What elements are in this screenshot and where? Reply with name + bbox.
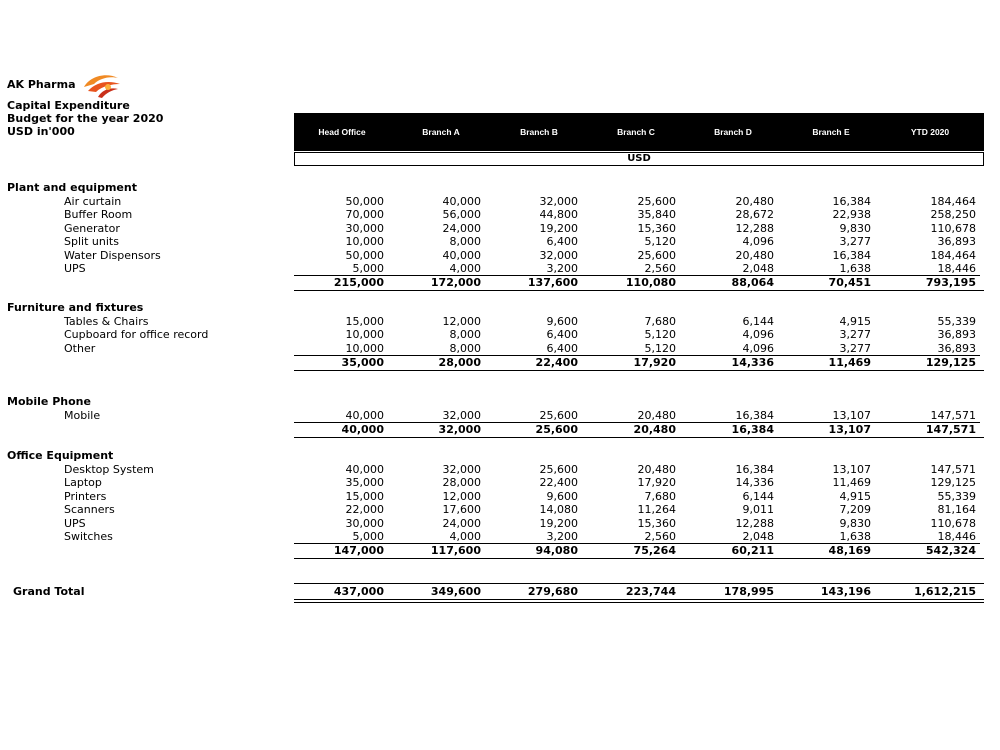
grand-total-value: 279,680 [527,585,578,598]
line-item-value: 30,000 [345,221,384,235]
column-header-bar [294,113,984,151]
line-item-value: 18,446 [937,262,976,275]
section-total-value: 16,384 [731,423,774,436]
line-item-value: 16,384 [832,195,871,208]
column-header-branch-c: Branch C [617,127,655,137]
section-total-value: 94,080 [535,544,578,557]
line-item-value: 5,120 [644,341,676,355]
currency-label: USD [294,152,984,166]
line-item-value: 3,277 [839,341,871,355]
line-item-value: 19,200 [539,516,578,530]
section-total-value: 40,000 [341,423,384,436]
line-item-value: 24,000 [442,221,481,235]
section-total-value: 25,600 [535,423,578,436]
column-header-branch-a: Branch A [422,127,460,137]
line-item-value: 6,144 [742,315,774,328]
line-item-value: 22,000 [345,503,384,517]
section-total-rule [294,558,984,559]
line-item-value: 22,400 [539,476,578,490]
line-item-value: 20,480 [637,409,676,422]
line-item-value: 20,480 [735,248,774,262]
section-total-value: 172,000 [430,276,481,289]
line-item-label: Laptop [64,476,102,490]
line-item-value: 10,000 [345,328,384,342]
line-item-label: UPS [64,516,86,530]
section-total-rule [294,290,984,291]
column-header-branch-e: Branch E [812,127,850,137]
line-item-value: 40,000 [442,248,481,262]
line-item-value: 70,000 [345,208,384,222]
line-item-value: 24,000 [442,516,481,530]
line-item-value: 1,638 [839,262,871,275]
line-item-value: 9,011 [742,503,774,517]
section-total-value: 13,107 [828,423,871,436]
line-item-value: 36,893 [937,235,976,249]
section-total-value: 48,169 [828,544,871,557]
line-item-label: Air curtain [64,195,122,208]
line-item-value: 4,915 [839,489,871,503]
section-total-value: 110,080 [625,276,676,289]
line-item-value: 25,600 [637,248,676,262]
line-item-value: 3,277 [839,328,871,342]
line-item-value: 4,000 [449,262,481,275]
grand-total-double-rule-1 [294,599,984,600]
section-total-value: 147,000 [333,544,384,557]
line-item-value: 7,680 [644,489,676,503]
line-item-value: 10,000 [345,235,384,249]
line-item-value: 15,000 [345,315,384,328]
section-total-rule [294,370,984,371]
line-item-value: 147,571 [930,409,976,422]
section-heading: Plant and equipment [7,181,137,194]
line-item-value: 9,830 [839,221,871,235]
line-item-value: 7,209 [839,503,871,517]
company-name: AK Pharma [7,78,76,91]
line-item-value: 15,360 [637,516,676,530]
line-item-value: 12,000 [442,489,481,503]
line-item-value: 184,464 [930,248,976,262]
line-item-value: 5,120 [644,328,676,342]
line-item-value: 6,400 [546,341,578,355]
line-item-value: 184,464 [930,195,976,208]
grand-total-label: Grand Total [13,585,85,598]
line-item-value: 14,080 [539,503,578,517]
line-item-value: 36,893 [937,328,976,342]
grand-total-value: 437,000 [333,585,384,598]
line-item-value: 12,000 [442,315,481,328]
section-heading: Mobile Phone [7,395,91,408]
line-item-value: 9,600 [546,315,578,328]
line-item-label: Scanners [64,503,115,517]
line-item-value: 11,264 [637,503,676,517]
line-item-label: Switches [64,530,113,543]
line-item-value: 32,000 [442,463,481,476]
grand-total-value: 223,744 [625,585,676,598]
line-item-value: 35,000 [345,476,384,490]
column-header-branch-d: Branch D [714,127,752,137]
report-subtitle: Budget for the year 2020 [7,112,164,125]
section-total-value: 215,000 [333,276,384,289]
line-item-value: 1,638 [839,530,871,543]
line-item-value: 36,893 [937,341,976,355]
column-header-head-office: Head Office [318,127,366,137]
line-item-value: 16,384 [832,248,871,262]
line-item-value: 15,000 [345,489,384,503]
line-item-value: 15,360 [637,221,676,235]
line-item-label: Cupboard for office record [64,328,209,342]
line-item-label: Other [64,341,96,355]
line-item-value: 28,000 [442,476,481,490]
section-total-value: 137,600 [527,276,578,289]
line-item-value: 5,000 [352,530,384,543]
section-total-value: 117,600 [430,544,481,557]
line-item-label: Generator [64,221,120,235]
line-item-value: 19,200 [539,221,578,235]
section-total-value: 28,000 [438,355,481,369]
line-item-value: 7,680 [644,315,676,328]
grand-total-value: 349,600 [430,585,481,598]
line-item-value: 6,144 [742,489,774,503]
line-item-value: 10,000 [345,341,384,355]
line-item-value: 32,000 [539,195,578,208]
line-item-value: 55,339 [937,489,976,503]
line-item-value: 4,000 [449,530,481,543]
line-item-label: Split units [64,235,119,249]
line-item-value: 14,336 [735,476,774,490]
line-item-label: Mobile [64,409,101,422]
section-total-value: 147,571 [925,423,976,436]
line-item-value: 25,600 [539,463,578,476]
line-item-value: 17,920 [637,476,676,490]
section-total-value: 17,920 [633,355,676,369]
line-item-value: 6,400 [546,235,578,249]
grand-total-value: 178,995 [723,585,774,598]
grand-total-double-rule-2 [294,602,984,603]
line-item-value: 5,000 [352,262,384,275]
line-item-value: 20,480 [735,195,774,208]
section-total-value: 22,400 [535,355,578,369]
line-item-value: 9,830 [839,516,871,530]
line-item-label: Buffer Room [64,208,133,222]
line-item-label: UPS [64,262,86,275]
line-item-value: 40,000 [442,195,481,208]
line-item-value: 40,000 [345,409,384,422]
line-item-value: 44,800 [539,208,578,222]
line-item-value: 17,600 [442,503,481,517]
section-total-value: 793,195 [925,276,976,289]
line-item-value: 11,469 [832,476,871,490]
report-title: Capital Expenditure [7,99,130,112]
line-item-value: 110,678 [930,516,976,530]
section-total-value: 11,469 [828,355,871,369]
line-item-value: 4,915 [839,315,871,328]
line-item-value: 18,446 [937,530,976,543]
line-item-value: 4,096 [742,235,774,249]
column-header-branch-b: Branch B [520,127,558,137]
line-item-value: 12,288 [735,516,774,530]
line-item-label: Desktop System [64,463,154,476]
line-item-value: 2,048 [742,262,774,275]
section-total-value: 20,480 [633,423,676,436]
line-item-value: 110,678 [930,221,976,235]
line-item-value: 30,000 [345,516,384,530]
report-units: USD in'000 [7,125,75,138]
section-total-value: 14,336 [731,355,774,369]
line-item-value: 50,000 [345,195,384,208]
line-item-value: 147,571 [930,463,976,476]
line-item-value: 2,560 [644,530,676,543]
line-item-value: 55,339 [937,315,976,328]
line-item-label: Tables & Chairs [64,315,149,328]
line-item-value: 20,480 [637,463,676,476]
line-item-value: 25,600 [637,195,676,208]
section-heading: Furniture and fixtures [7,301,144,314]
line-item-value: 28,672 [735,208,774,222]
section-total-value: 35,000 [341,355,384,369]
section-heading: Office Equipment [7,449,114,462]
section-total-rule [294,437,984,438]
section-total-value: 129,125 [925,355,976,369]
line-item-value: 13,107 [832,463,871,476]
line-item-value: 2,048 [742,530,774,543]
line-item-label: Printers [64,489,107,503]
section-total-value: 32,000 [438,423,481,436]
grand-total-top-rule [294,583,984,584]
line-item-value: 32,000 [539,248,578,262]
line-item-value: 258,250 [930,208,976,222]
section-total-value: 542,324 [925,544,976,557]
section-total-value: 70,451 [828,276,871,289]
line-item-value: 4,096 [742,328,774,342]
column-header-ytd: YTD 2020 [910,127,950,137]
company-logo-icon [80,70,122,100]
line-item-value: 8,000 [449,341,481,355]
line-item-value: 12,288 [735,221,774,235]
line-item-value: 5,120 [644,235,676,249]
line-item-value: 16,384 [735,409,774,422]
line-item-label: Water Dispensors [64,248,161,262]
line-item-value: 32,000 [442,409,481,422]
line-item-value: 25,600 [539,409,578,422]
line-item-value: 3,200 [546,530,578,543]
line-item-value: 56,000 [442,208,481,222]
line-item-value: 50,000 [345,248,384,262]
line-item-value: 4,096 [742,341,774,355]
line-item-value: 3,277 [839,235,871,249]
line-item-value: 6,400 [546,328,578,342]
line-item-value: 22,938 [832,208,871,222]
section-total-value: 60,211 [731,544,774,557]
line-item-value: 8,000 [449,235,481,249]
line-item-value: 8,000 [449,328,481,342]
section-total-value: 75,264 [633,544,676,557]
line-item-value: 129,125 [930,476,976,490]
section-total-value: 88,064 [731,276,774,289]
line-item-value: 40,000 [345,463,384,476]
grand-total-value: 1,612,215 [914,585,976,598]
grand-total-value: 143,196 [820,585,871,598]
line-item-value: 35,840 [637,208,676,222]
line-item-value: 13,107 [832,409,871,422]
line-item-value: 81,164 [937,503,976,517]
line-item-value: 3,200 [546,262,578,275]
line-item-value: 16,384 [735,463,774,476]
line-item-value: 2,560 [644,262,676,275]
line-item-value: 9,600 [546,489,578,503]
